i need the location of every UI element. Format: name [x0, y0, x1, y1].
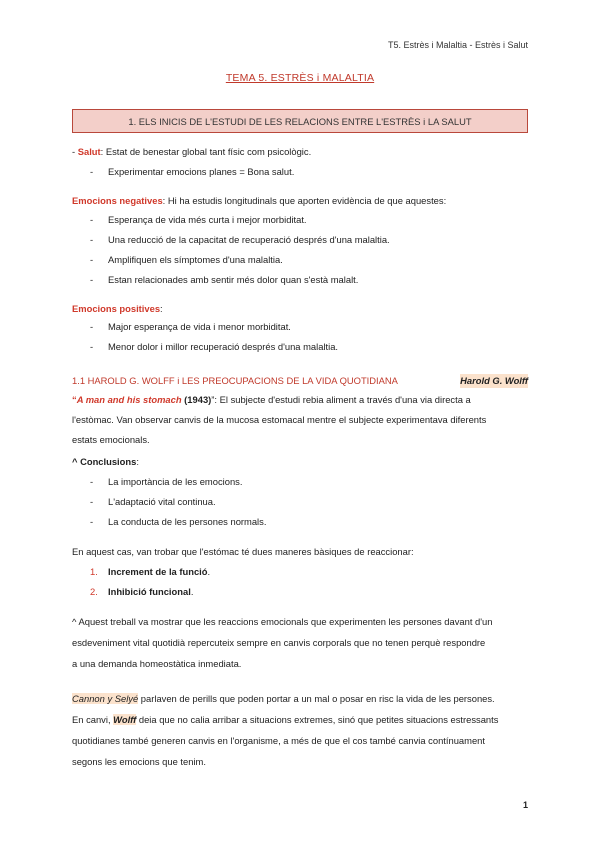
section-heading-text: 1. ELS INICIS DE L'ESTUDI DE LES RELACIONS ENTRE L'ESTRÈS i LA SALUT [128, 115, 472, 127]
conclusions-label: ^ Conclusions [72, 456, 137, 467]
bullet-dash: - [90, 166, 94, 177]
paragraph-text: parlaven de perills que poden portar a un mal o posar en risc la vida de les persones. [138, 693, 495, 704]
study-text: ”: El subjecte d'estudi rebia aliment a través d'una via directa a [211, 394, 471, 405]
subsection-title: 1.1 HAROLD G. WOLFF i LES PREOCUPACIONS DE LA VIDA QUOTIDIANA [72, 375, 398, 386]
list-item: Una reducció de la capacitat de recuperació després d'una malaltia. [108, 234, 390, 245]
author-tag: Harold G. Wolff [460, 375, 528, 386]
study-line-1 [72, 393, 528, 407]
numbered-marker: 2. [90, 586, 98, 597]
salut-definition [72, 145, 528, 159]
paragraph-line: segons les emocions que tenim. [72, 756, 206, 767]
salut-text: : Estat de benestar global tant físic com psicològic. [100, 146, 312, 157]
negatives-intro [72, 194, 528, 208]
bullet-dash: - [90, 254, 94, 265]
document-title: TEMA 5. ESTRÈS i MALALTIA [225, 72, 375, 84]
positives-label: Emocions positives [72, 303, 161, 314]
paragraph-text: deia que no calia arribar a situacions extremes, sinó que petites situacions estressants [136, 714, 499, 725]
list-item: La importància de les emocions. [108, 476, 243, 487]
paragraph-line: ^ Aquest treball va mostrar que les reaccions emocionals que experimenten les persones davant d'un [72, 616, 493, 627]
positives-text: : [160, 303, 163, 314]
list-item: Esperança de vida més curta i mejor morbiditat. [108, 214, 307, 225]
paragraph-line: a una demanda homeostàtica inmediata. [72, 658, 242, 669]
book-year: (1943) [181, 394, 212, 405]
numbered-marker: 1. [90, 566, 98, 577]
paragraph-line [72, 692, 528, 706]
study-line-3: estats emocionals. [72, 434, 150, 445]
numbered-item [108, 586, 193, 597]
numbered-item-text: Increment de la funció [108, 566, 208, 577]
negatives-text: : Hi ha estudis longitudinals que aporten evidència de que aquestes: [162, 195, 447, 206]
numbered-item-end: . [190, 586, 194, 597]
list-item: Major esperança de vida i menor morbiditat. [108, 321, 291, 332]
positives-intro [72, 302, 528, 316]
paragraph-line [72, 713, 528, 727]
study-line-2: l'estòmac. Van observar canvis de la mucosa estomacal mentre el subjecte experimentava diferents [72, 414, 487, 425]
bullet-dash: - [90, 516, 94, 527]
paragraph-text: En canvi, [72, 714, 114, 725]
list-item: L'adaptació vital continua. [108, 496, 216, 507]
reaction-intro: En aquest cas, van trobar que l'estómac té dues maneres bàsiques de reaccionar: [72, 546, 414, 557]
numbered-item [108, 566, 210, 577]
bullet-dash: - [90, 476, 94, 487]
page-number: 1 [522, 800, 528, 810]
conclusions-heading [72, 455, 528, 469]
bullet-dash: - [90, 496, 94, 507]
page-header: T5. Estrès i Malaltia - Estrès i Salut [387, 40, 528, 50]
list-item: Estan relacionades amb sentir més dolor quan s'està malalt. [108, 274, 359, 285]
bullet-dash: - [90, 321, 94, 332]
salut-prefix: - [72, 146, 78, 157]
quote-open: “ [72, 394, 77, 405]
list-item: Amplifiquen els símptomes d'una malaltia. [108, 254, 283, 265]
highlighted-names: Cannon y Selyé [72, 693, 139, 704]
list-item: Menor dolor i millor recuperació després d'una malaltia. [108, 341, 339, 352]
bullet-dash: - [90, 214, 94, 225]
list-item: La conducta de les persones normals. [108, 516, 267, 527]
book-title: A man and his stomach [76, 394, 182, 405]
subsection-heading [72, 374, 528, 388]
salut-bullet: Experimentar emocions planes = Bona salut. [108, 166, 295, 177]
section-heading-box [72, 109, 528, 133]
bullet-dash: - [90, 234, 94, 245]
bullet-dash: - [90, 341, 94, 352]
paragraph-line: quotidianes també generen canvis en l'organisme, a més de que el cos també canvia contínuament [72, 735, 485, 746]
salut-label: Salut [77, 146, 101, 157]
conclusions-colon: : [136, 456, 139, 467]
highlighted-names: Wolff [113, 714, 137, 725]
negatives-label: Emocions negatives [72, 195, 163, 206]
bullet-dash: - [90, 274, 94, 285]
numbered-item-end: . [207, 566, 211, 577]
numbered-item-text: Inhibició funcional [108, 586, 191, 597]
paragraph-line: esdeveniment vital quotidià repercuteix sempre en canvis corporals que no tenen perquè respondre [72, 637, 486, 648]
